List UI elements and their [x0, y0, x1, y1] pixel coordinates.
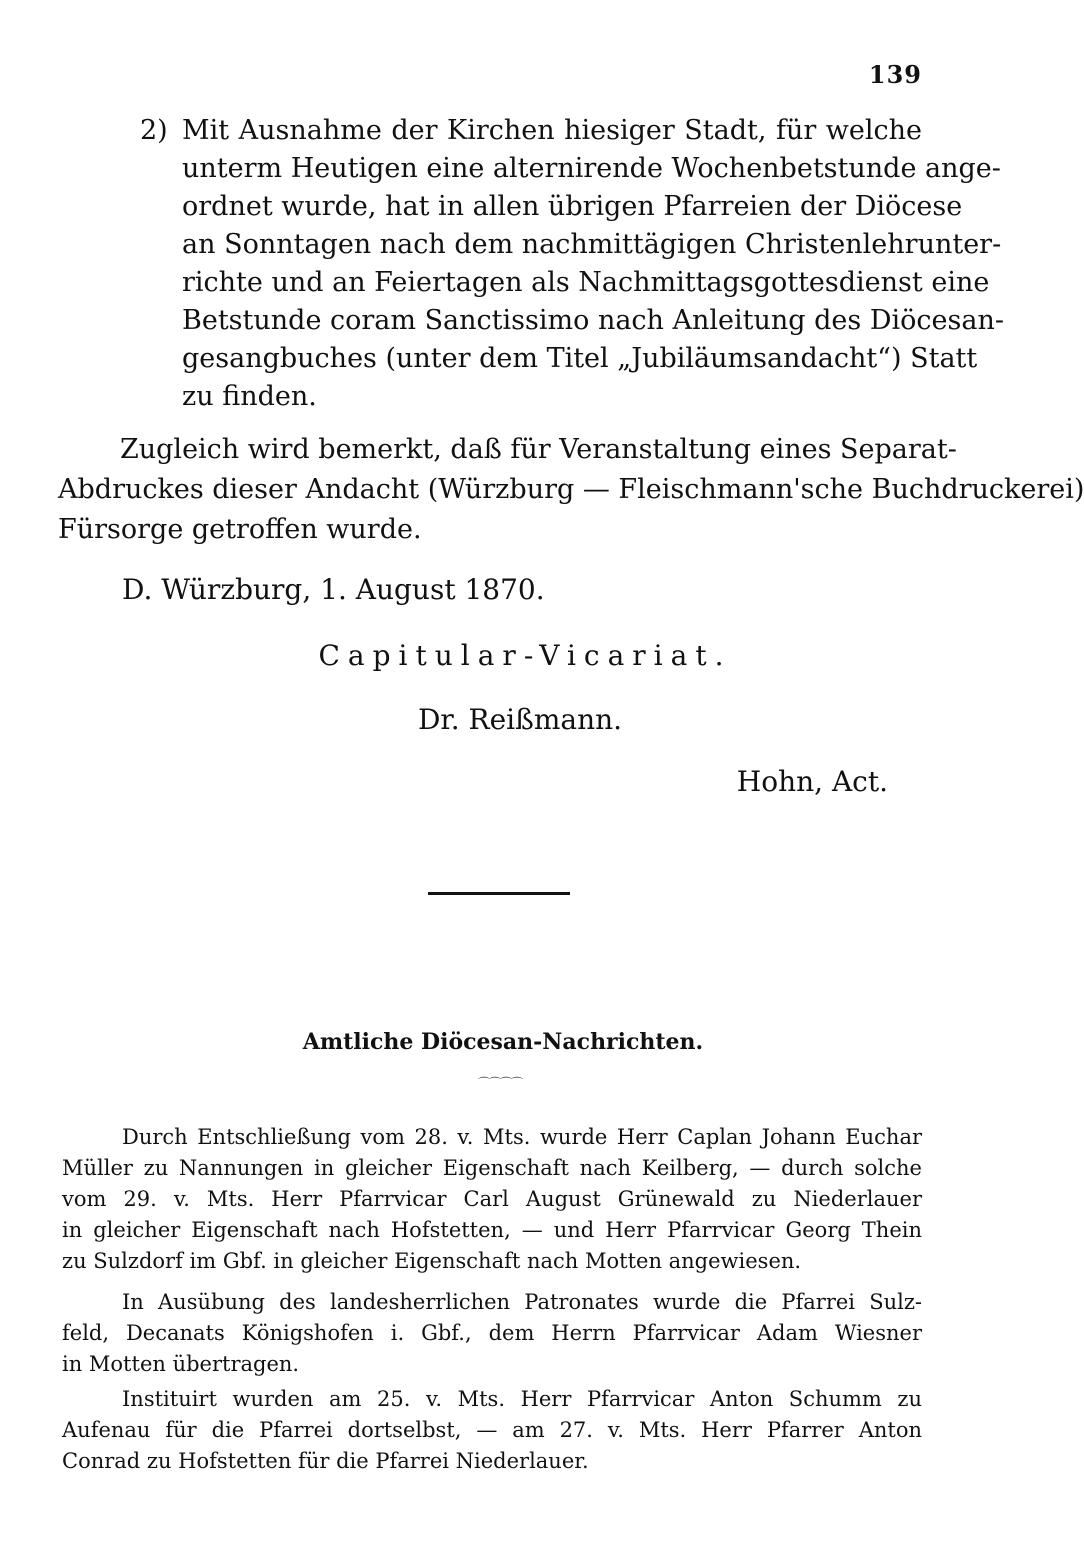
text-line: vom 29. v. Mts. Herr Pfarrvicar Carl August Grünewald zu Niederlauer — [62, 1187, 922, 1211]
text-line: in Motten übertragen. — [62, 1352, 300, 1376]
item-text — [182, 112, 1004, 416]
news-paragraph — [62, 1287, 922, 1380]
text-line: unterm Heutigen eine alternirende Wochenbetstunde ange- — [182, 153, 1001, 184]
note-paragraph — [58, 430, 1084, 550]
issuing-office: Capitular-Vicariat. — [318, 639, 732, 672]
text-line: In Ausübung des landesherrlichen Patronates wurde die Pfarrei Sulz- — [122, 1290, 922, 1314]
dateline: D. Würzburg, 1. August 1870. — [122, 573, 545, 606]
text-line: Zugleich wird bemerkt, daß für Veranstaltung eines Separat- — [120, 434, 957, 465]
page-number: 139 — [868, 60, 922, 89]
text-line: richte und an Feiertagen als Nachmittagsgottesdienst eine — [182, 267, 990, 298]
signatory: Dr. Reißmann. — [417, 703, 623, 736]
text-line: Durch Entschließung vom 28. v. Mts. wurde Herr Caplan Johann Euchar — [122, 1125, 922, 1149]
text-line: feld, Decanats Königshofen i. Gbf., dem Herrn Pfarrvicar Adam Wiesner — [62, 1321, 922, 1345]
text-line: Müller zu Nannungen in gleicher Eigenschaft nach Keilberg, — durch solche — [62, 1156, 922, 1180]
text-line: zu Sulzdorf im Gbf. in gleicher Eigenschaft nach Motten angewiesen. — [62, 1249, 802, 1273]
text-line: Betstunde coram Sanctissimo nach Anleitung des Diöcesan- — [182, 305, 1004, 336]
text-line: an Sonntagen nach dem nachmittägigen Christenlehrunter- — [182, 229, 1002, 260]
text-line: Abdruckes dieser Andacht (Würzburg — Fleischmann'sche Buchdruckerei) — [58, 474, 1084, 505]
text-line: Fürsorge getroffen wurde. — [58, 514, 422, 545]
section-title: Amtliche Diöcesan-Nachrichten. — [302, 1029, 704, 1055]
news-paragraph — [62, 1384, 922, 1477]
item-number: 2) — [140, 115, 168, 146]
text-line: Conrad zu Hofstetten für die Pfarrei Niederlauer. — [62, 1449, 589, 1473]
clerk-signature: Hohn, Act. — [736, 765, 888, 798]
text-line: ordnet wurde, hat in allen übrigen Pfarreien der Diöcese — [182, 191, 963, 222]
ornament-flourish: ⌒⌒⌒⌒ — [477, 1076, 522, 1090]
text-line: in gleicher Eigenschaft nach Hofstetten, — und Herr Pfarrvicar Georg Thein — [62, 1218, 922, 1242]
section-divider — [428, 892, 570, 895]
news-paragraph — [62, 1122, 922, 1277]
text-line: Mit Ausnahme der Kirchen hiesiger Stadt, für welche — [182, 115, 922, 146]
text-line: gesangbuches (unter dem Titel „Jubiläumsandacht“) Statt — [182, 343, 978, 374]
text-line: zu finden. — [182, 381, 317, 412]
text-line: Instituirt wurden am 25. v. Mts. Herr Pfarrvicar Anton Schumm zu — [122, 1387, 922, 1411]
text-line: Aufenau für die Pfarrei dortselbst, — am 27. v. Mts. Herr Pfarrer Anton — [62, 1418, 922, 1442]
